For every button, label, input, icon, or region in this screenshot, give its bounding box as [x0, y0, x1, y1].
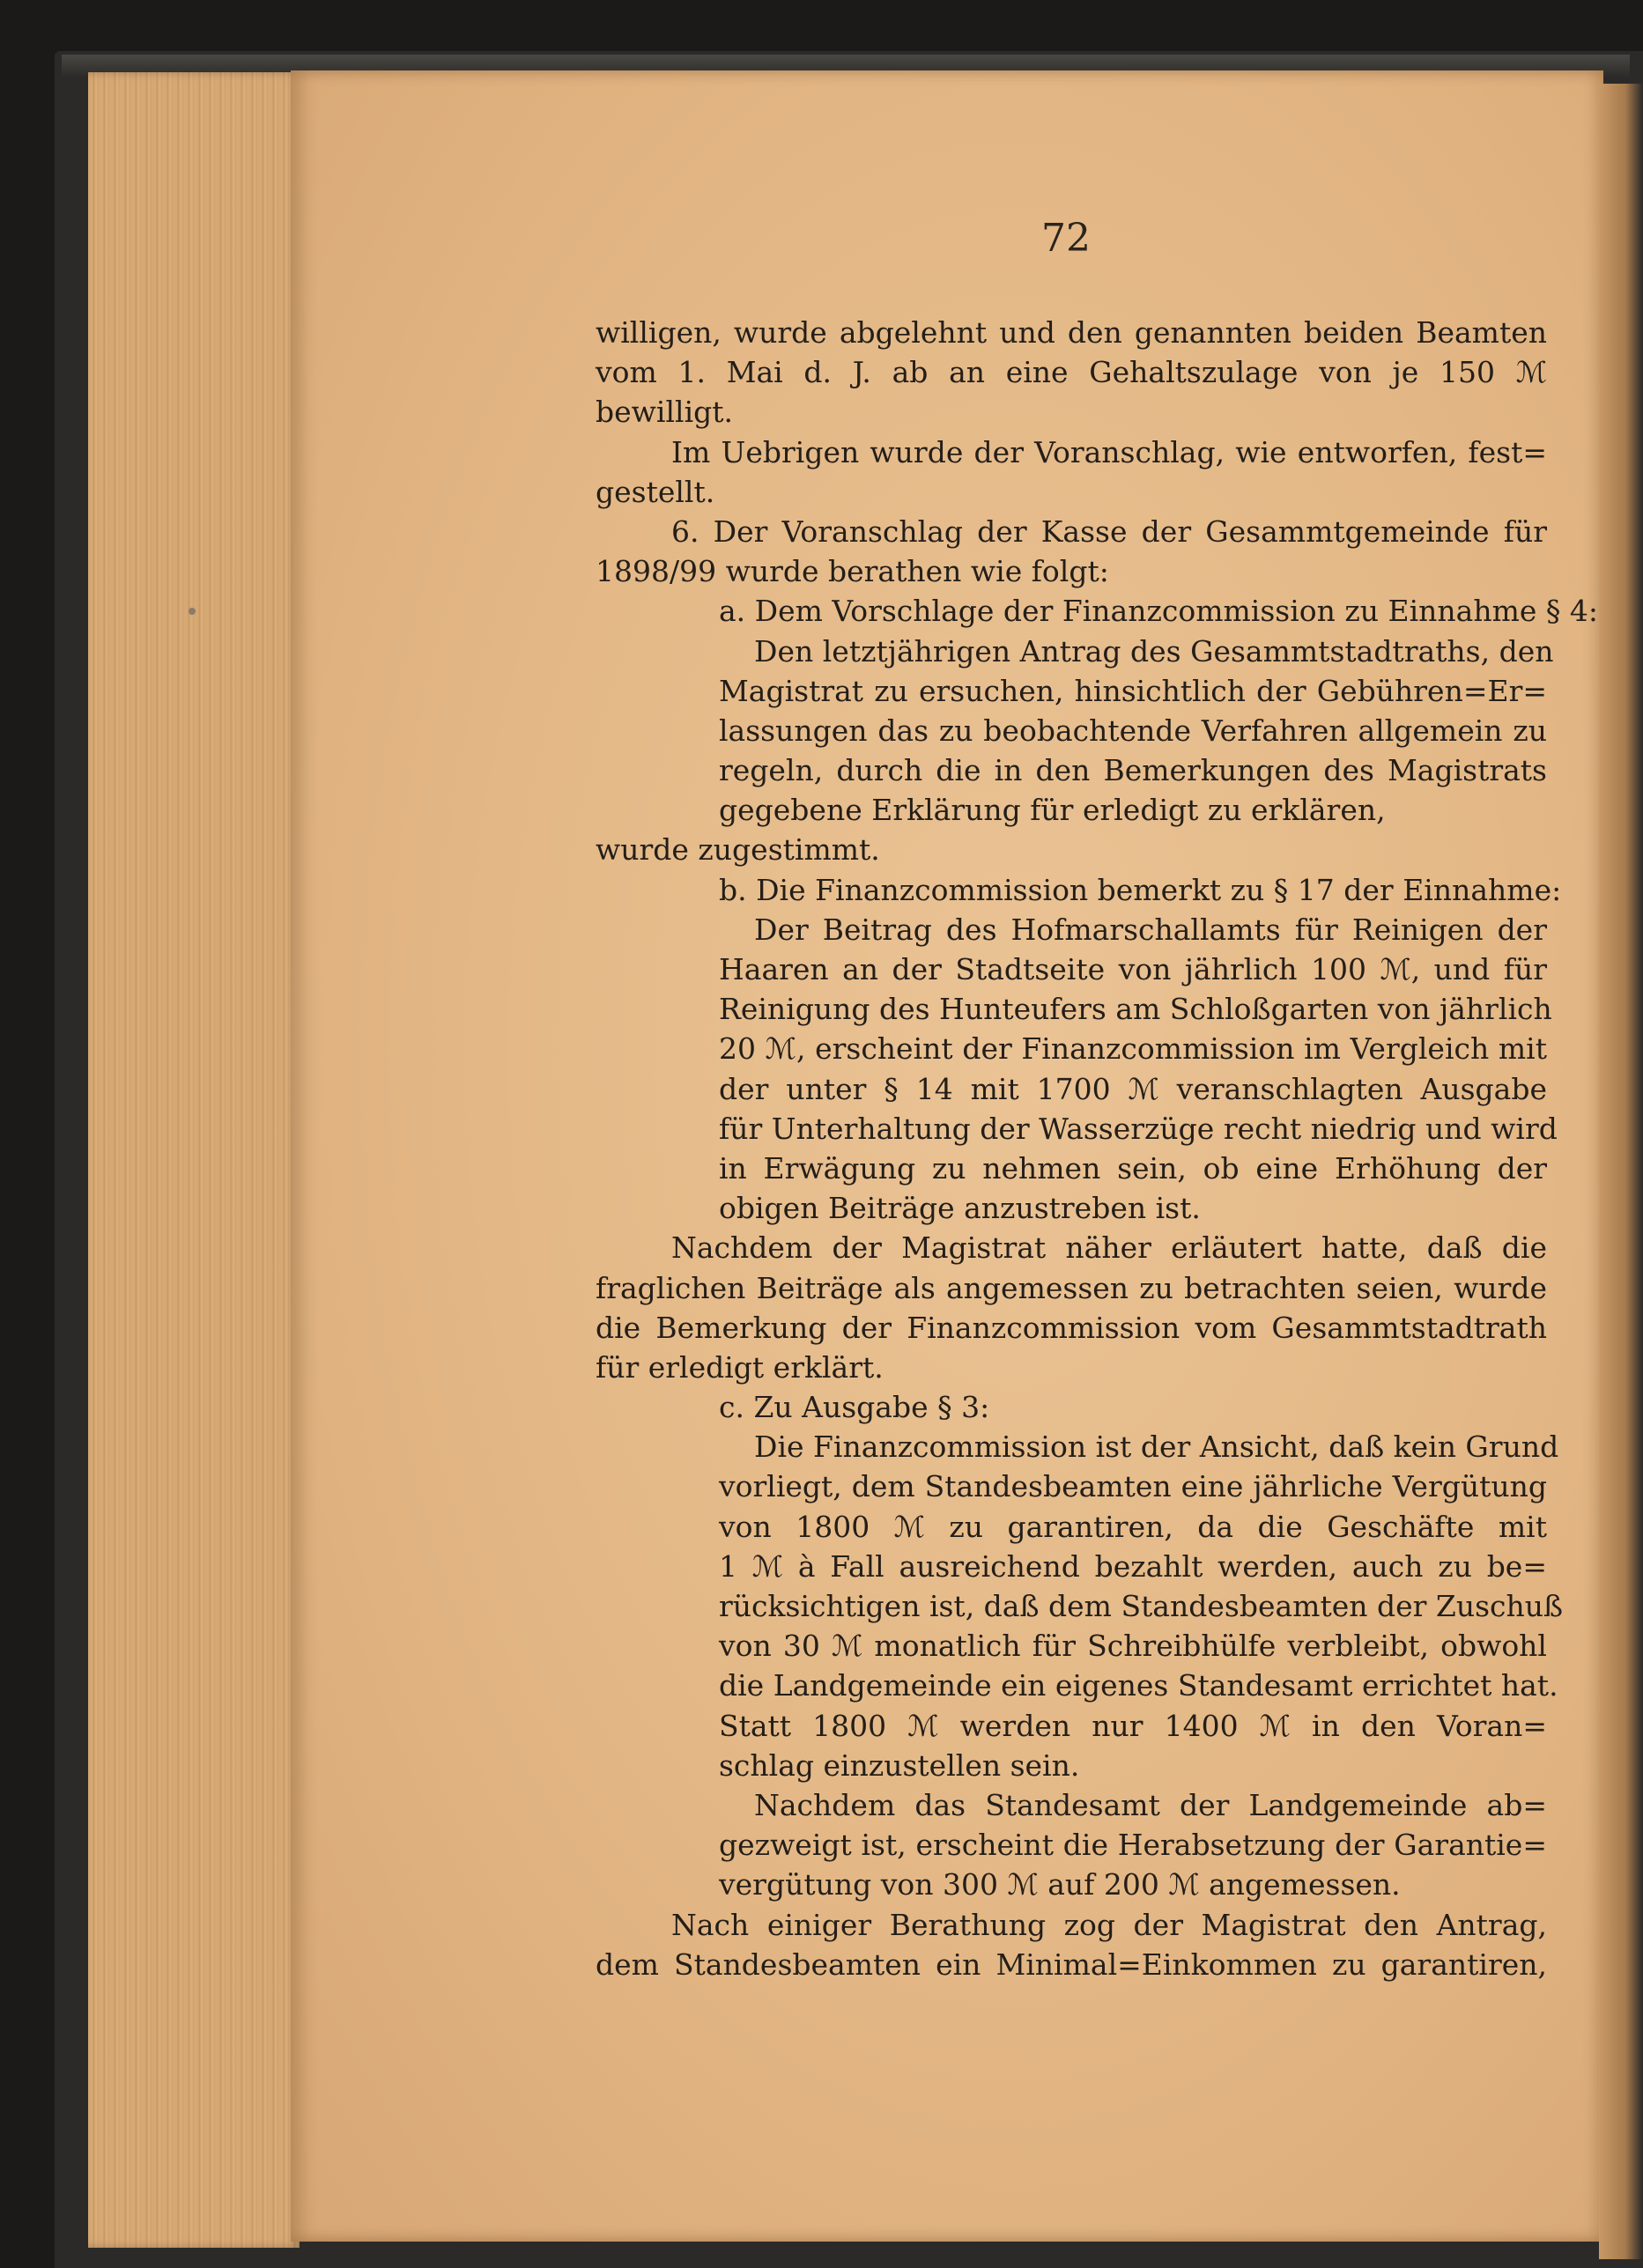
text-line: die Landgemeinde ein eigenes Standesamt errichtet hat.: [719, 1668, 1558, 1703]
text-line: rücksichtigen ist, daß dem Standesbeamten der Zuschuß: [719, 1589, 1564, 1623]
text-line: vom 1. Mai d. J. ab an eine Gehaltszulage von je 150 ℳ: [596, 355, 1547, 390]
text-line: lassungen das zu beobachtende Verfahren allgemein zu: [719, 713, 1547, 748]
text-line: von 30 ℳ monatlich für Schreibhülfe verbleibt, obwohl: [719, 1629, 1547, 1664]
text-line: Nachdem das Standesamt der Landgemeinde ab=: [754, 1787, 1547, 1822]
text-line: Den letztjährigen Antrag des Gesammtstadtraths, den: [754, 633, 1554, 669]
body-text: [596, 313, 1598, 1984]
text-line: Nachdem der Magistrat näher erläutert hatte, daß die: [671, 1230, 1547, 1266]
text-line: Reinigung des Hunteufers am Schloßgarten von jährlich: [719, 992, 1552, 1027]
page-number: 72: [1041, 216, 1091, 261]
page-stack-edges: [88, 72, 300, 2248]
text-line: die Bemerkung der Finanzcommission vom Gesammtstadtrath: [596, 1310, 1547, 1345]
text-line: fraglichen Beiträge als angemessen zu betrachten seien, wurde: [596, 1270, 1547, 1305]
text-line: 6. Der Voranschlag der Kasse der Gesammtgemeinde für: [671, 513, 1547, 549]
text-line: 20 ℳ, erscheint der Finanzcommission im Vergleich mit: [719, 1031, 1547, 1067]
text-line: Nach einiger Berathung zog der Magistrat den Antrag,: [671, 1907, 1547, 1942]
text-line: 1898/99 wurde berathen wie folgt:: [596, 554, 1109, 589]
text-line: in Erwägung zu nehmen sein, ob eine Erhöhung der: [719, 1150, 1547, 1186]
text-line: Magistrat zu ersuchen, hinsichtlich der Gebühren=Er=: [719, 673, 1547, 708]
text-line: Im Uebrigen wurde der Voranschlag, wie entworfen, fest=: [671, 434, 1547, 469]
text-line: a. Dem Vorschlage der Finanzcommission zu Einnahme § 4:: [719, 594, 1598, 629]
text-line: wurde zugestimmt.: [596, 832, 880, 868]
text-line: für erledigt erklärt.: [596, 1349, 884, 1385]
gutter-right-edge: [1599, 84, 1643, 2259]
text-line: der unter § 14 mit 1700 ℳ veranschlagten Ausgabe: [719, 1071, 1547, 1106]
text-line: c. Zu Ausgabe § 3:: [719, 1390, 990, 1425]
text-line: dem Standesbeamten ein Minimal=Einkommen zu garantiren,: [596, 1947, 1547, 1982]
text-line: Statt 1800 ℳ werden nur 1400 ℳ in den Voran=: [719, 1708, 1547, 1743]
text-line: Haaren an der Stadtseite von jährlich 100 ℳ, und für: [719, 952, 1547, 986]
text-line: obigen Beiträge anzustreben ist.: [719, 1191, 1201, 1226]
text-line: bewilligt.: [596, 395, 733, 430]
text-line: gestellt.: [596, 474, 715, 509]
text-line: willigen, wurde abgelehnt und den genannten beiden Beamten: [596, 315, 1547, 350]
text-line: für Unterhaltung der Wasserzüge recht niedrig und wird: [719, 1111, 1558, 1146]
text-line: regeln, durch die in den Bemerkungen des Magistrats: [719, 753, 1547, 788]
text-line: von 1800 ℳ zu garantiren, da die Geschäfte mit: [719, 1509, 1547, 1544]
text-line: Der Beitrag des Hofmarschallamts für Reinigen der: [754, 912, 1547, 947]
text-line: gezweigt ist, erscheint die Herabsetzung der Garantie=: [719, 1828, 1547, 1863]
text-line: gegebene Erklärung für erledigt zu erklären,: [719, 793, 1386, 828]
text-line: 1 ℳ à Fall ausreichend bezahlt werden, auch zu be=: [719, 1548, 1547, 1584]
text-line: Die Finanzcommission ist der Ansicht, daß kein Grund: [754, 1430, 1559, 1465]
text-line: b. Die Finanzcommission bemerkt zu § 17 der Einnahme:: [719, 872, 1562, 907]
text-line: vergütung von 300 ℳ auf 200 ℳ angemessen.: [719, 1867, 1401, 1902]
text-line: schlag einzustellen sein.: [719, 1747, 1080, 1783]
text-line: vorliegt, dem Standesbeamten eine jährliche Vergütung: [719, 1469, 1547, 1504]
margin-speck: [189, 608, 196, 615]
